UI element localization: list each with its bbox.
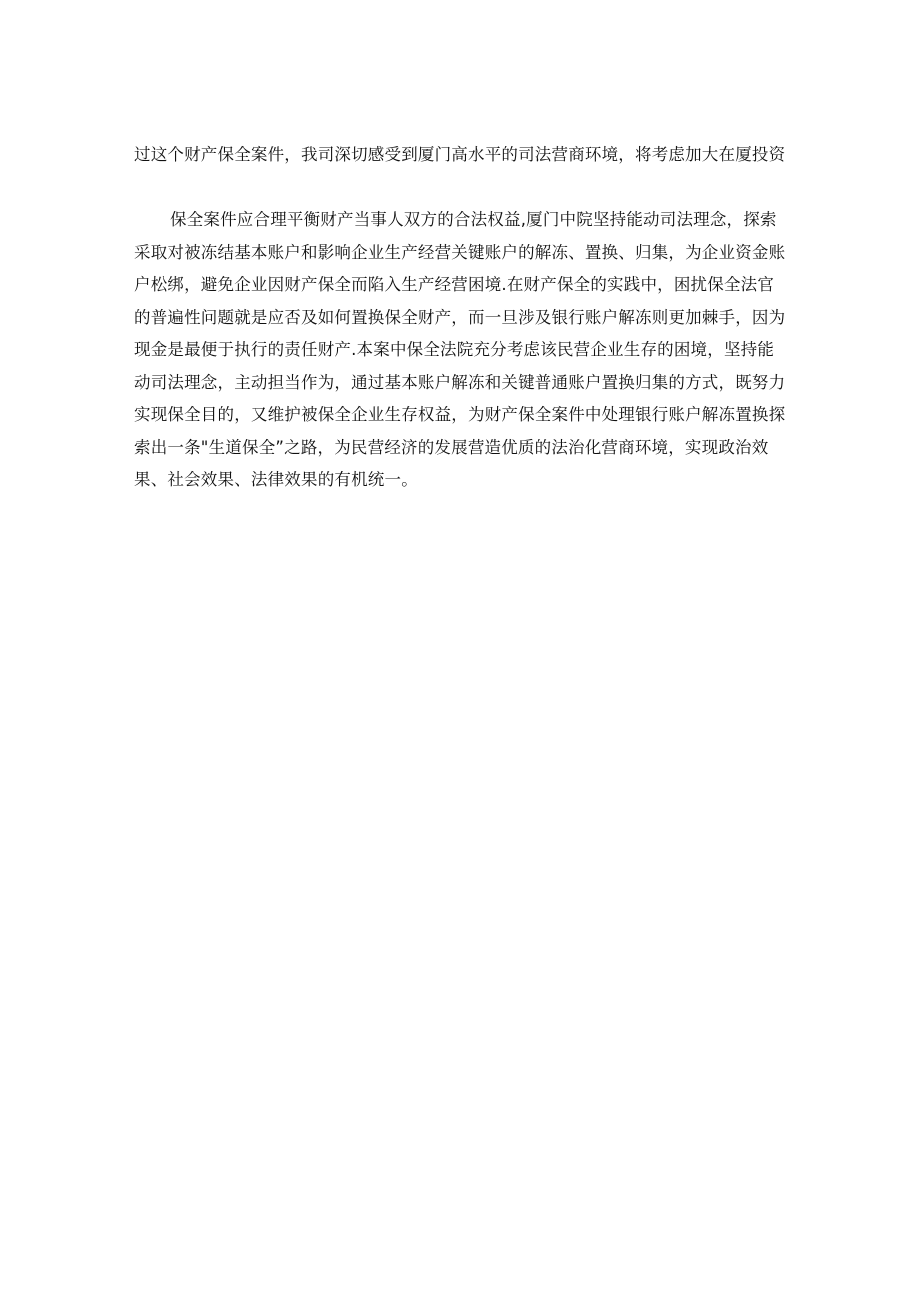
text-line: 过这个财产保全案件，我司深切感受到厦门高水平的司法营商环境，将考虑加大在厦投资 [134, 145, 786, 164]
paragraph-line: 果、社会效果、法律效果的有机统一。 [134, 470, 418, 489]
paragraph-line: 动司法理念，主动担当作为，通过基本账户解冻和关键普通账户置换归集的方式，既努力 [134, 372, 786, 392]
paragraph-line: 采取对被冻结基本账户和影响企业生产经营关键账户的解冻、置换、归集，为企业资金账 [134, 242, 786, 262]
body-paragraph [134, 209, 794, 502]
paragraph-line: 的普遍性问题就是应否及如何置换保全财产，而一旦涉及银行账户解冻则更加棘手，因为 [134, 307, 786, 327]
paragraph-line: 保全案件应合理平衡财产当事人双方的合法权益,厦门中院坚持能动司法理念，探索 [170, 210, 777, 229]
paragraph-line: 现金是最便于执行的责任财产.本案中保全法院充分考虑该民营企业生存的困境，坚持能 [134, 340, 775, 359]
paragraph-line: 户松绑，避免企业因财产保全而陷入生产经营困境.在财产保全的实践中，困扰保全法官 [134, 275, 775, 294]
paragraph-line: 索出一条"生道保全”之路，为民营经济的发展营造优质的法治化营商环境，实现政治效 [134, 437, 769, 457]
paragraph-line: 实现保全目的，又维护被保全企业生存权益，为财产保全案件中处理银行账户解冻置换探 [134, 405, 786, 424]
